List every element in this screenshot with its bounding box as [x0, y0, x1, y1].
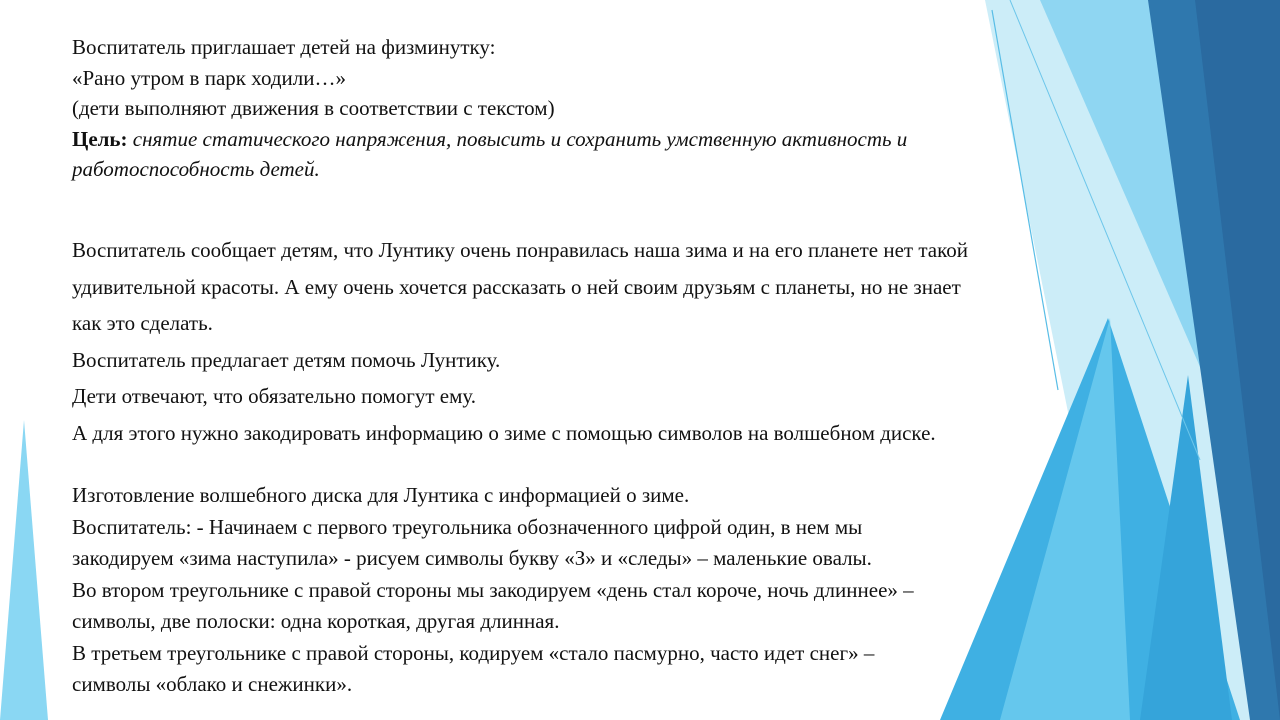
disk-line-2: Воспитатель: - Начинаем с первого треугольника обозначенного цифрой один, в нем мы — [72, 514, 863, 539]
intro-line-2: «Рано утром в парк ходили…» — [72, 65, 346, 90]
disk-line-6: В третьем треугольнике с правой стороны, кодируем «стало пасмурно, часто идет снег» – — [72, 640, 875, 665]
story-line-2: удивительной красоты. А ему очень хочется рассказать о ней своим друзьям с планеты, но не знает — [72, 274, 961, 299]
disk-line-4: Во втором треугольнике с правой стороны мы закодируем «день стал короче, ночь длиннее» – — [72, 577, 914, 602]
story-block — [72, 232, 968, 451]
goal-line — [72, 124, 907, 155]
story-line-4: Воспитатель предлагает детям помочь Лунтику. — [72, 347, 501, 372]
story-line-6: А для этого нужно закодировать информацию о зиме с помощью символов на волшебном диске. — [72, 420, 936, 445]
goal-text-2: работоспособность детей. — [72, 157, 320, 181]
disk-line-1: Изготовление волшебного диска для Лунтика с информацией о зиме. — [72, 483, 690, 507]
story-line-1: Воспитатель сообщает детям, что Лунтику очень понравилась наша зима и на его планете нет такой — [72, 238, 968, 262]
disk-line-3: закодируем «зима наступила» - рисуем символы букву «З» и «следы» – маленькие овалы. — [72, 546, 872, 570]
disk-line-7: символы «облако и снежинки». — [72, 672, 353, 696]
goal-label: Цель: — [72, 126, 128, 151]
disk-line-5: символы, две полоски: одна короткая, другая длинная. — [72, 609, 560, 633]
story-line-5: Дети отвечают, что обязательно помогут ему. — [72, 384, 477, 408]
decor-triangle-left — [0, 420, 48, 720]
disk-block — [72, 480, 914, 701]
intro-line-1: Воспитатель приглашает детей на физминутку: — [72, 35, 496, 59]
story-line-3: как это сделать. — [72, 311, 213, 335]
intro-line-3: (дети выполняют движения в соответствии с текстом) — [72, 96, 555, 120]
intro-block — [72, 32, 907, 185]
goal-text-1: снятие статического напряжения, повысить и сохранить умственную активность и — [132, 126, 908, 151]
